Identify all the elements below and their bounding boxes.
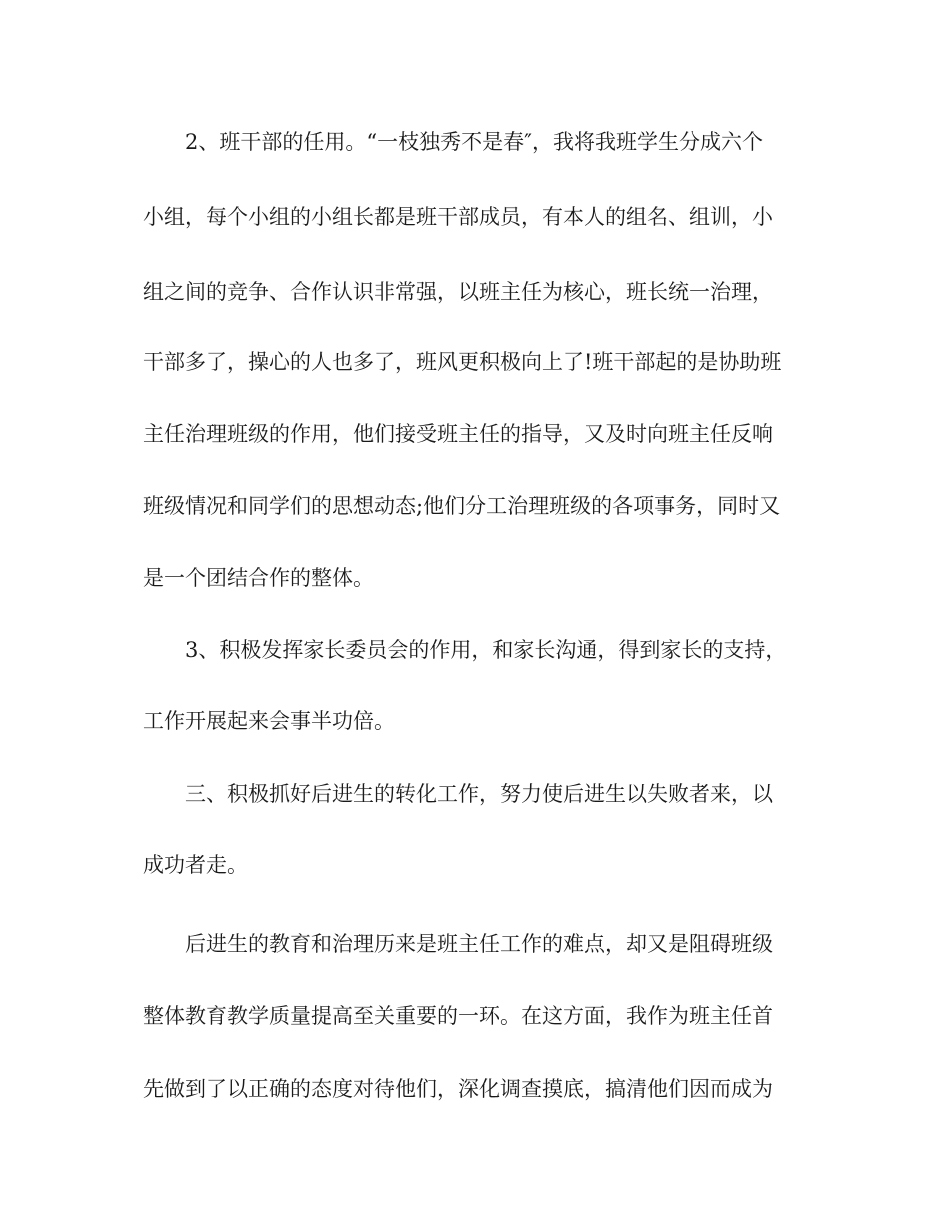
text-line: 整体教育教学质量提高至关重要的一环。在这方面，我作为班主任首	[143, 1004, 773, 1028]
text-line: 干部多了，操心的人也多了，班风更积极向上了!班干部起的是协助班	[143, 350, 782, 374]
text-line: 成功者走。	[143, 853, 248, 877]
text-line: 先做到了以正确的态度对待他们，深化调查摸底，搞清他们因而成为	[143, 1077, 773, 1101]
text-line: 主任治理班级的作用，他们接受班主任的指导，又及时向班主任反响	[143, 422, 773, 446]
text-line: 2、班干部的任用。“一枝独秀不是春″，我将我班学生分成六个	[185, 130, 763, 154]
text-line: 是一个团结合作的整体。	[143, 566, 374, 590]
text-line: 班级情况和同学们的思想动态;他们分工治理班级的各项事务，同时又	[143, 494, 781, 518]
text-line: 三、积极抓好后进生的转化工作，努力使后进生以失败者来，以	[185, 782, 773, 806]
text-line: 组之间的竞争、合作认识非常强，以班主任为核心，班长统一治理，	[143, 280, 773, 304]
text-line: 小组，每个小组的小组长都是班干部成员，有本人的组名、组训，小	[143, 205, 773, 229]
text-line: 后进生的教育和治理历来是班主任工作的难点，却又是阻碍班级	[185, 932, 773, 956]
text-line: 3、积极发挥家长委员会的作用，和家长沟通，得到家长的支持，	[185, 638, 787, 662]
text-line: 工作开展起来会事半功倍。	[143, 709, 395, 733]
